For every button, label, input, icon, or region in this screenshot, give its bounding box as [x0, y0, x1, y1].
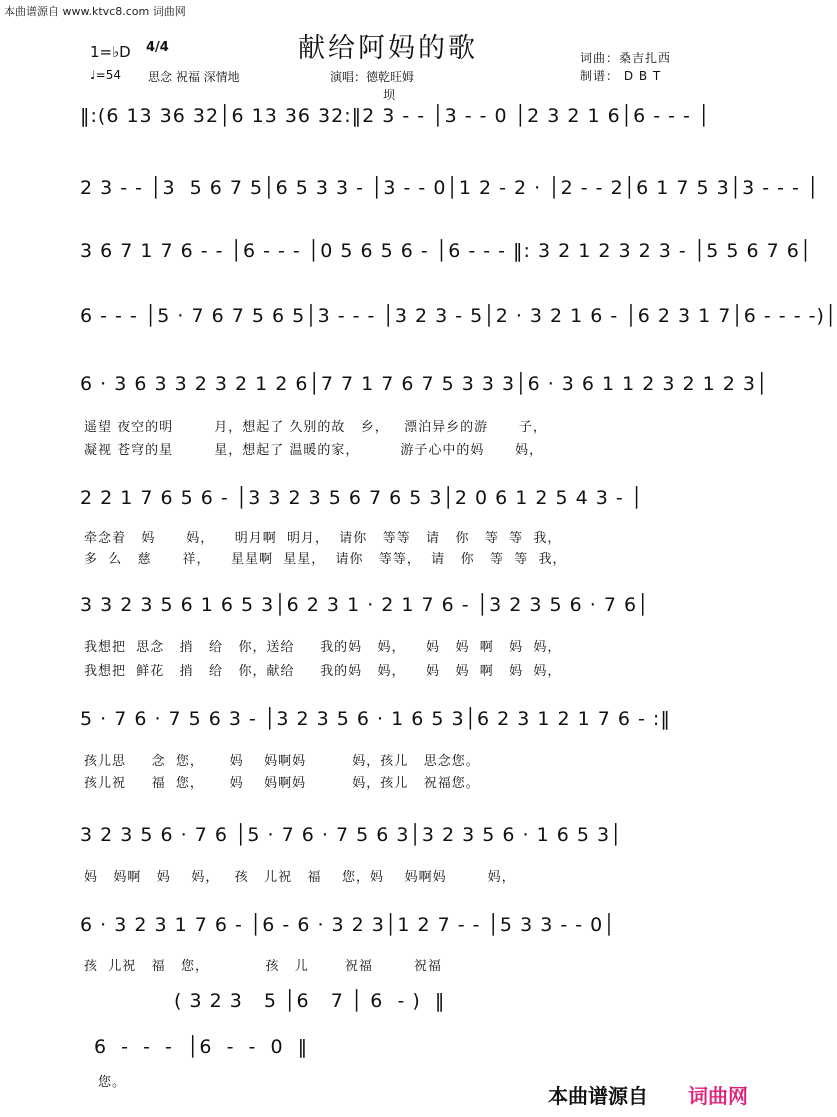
lyrics-verse1-line4: 孩儿思 念 您， 妈 妈啊妈 妈，孩儿 思念您。	[84, 754, 480, 769]
lyrics-verse2-line2: 多 么 慈 祥， 星星啊 星星， 请你 等等， 请 你 等 等 我，	[84, 552, 567, 567]
score-row-6: 2 2 1 7 6 5 6 - │3 3 2 3 5 6 7 6 5 3│2 0 6 1 2 5 4 3 - │	[80, 487, 644, 509]
arranger-credit: 制谱： D B T	[580, 69, 662, 83]
lyrics-ending-line: 孩 儿祝 福 您， 孩 儿 祝福 祝福	[84, 959, 442, 974]
composer-credit: 词曲：桑吉扎西	[580, 51, 672, 65]
time-signature: 4/4	[146, 40, 169, 55]
song-title: 献给阿妈的歌	[298, 33, 478, 64]
singer-credit: 演唱：德乾旺姆	[330, 70, 415, 84]
lyrics-final: 您。	[98, 1075, 127, 1090]
coda-instrumental-row: ( 3 2 3 5 │6 7 │ 6 - ) ‖	[174, 990, 446, 1012]
expression-mark: 思念 祝福 深情地	[148, 70, 240, 84]
score-row-9: 3 2 3 5 6 · 7 6 │5 · 7 6 · 7 5 6 3│3 2 3 5 6 · 1 6 5 3│	[80, 824, 623, 846]
lyrics-verse2-line1: 凝视 苍穹的星 星，想起了 温暖的家， 游子心中的妈 妈，	[84, 443, 544, 458]
lyrics-verse1-line3: 我想把 思念 捎 给 你，送给 我的妈 妈， 妈 妈 啊 妈 妈，	[84, 640, 562, 655]
tempo-mark: ♩=54	[90, 68, 121, 82]
watermark-bottom-left: 本曲谱源自	[548, 1084, 648, 1108]
lyrics-repeat-line: 妈 妈啊 妈 妈， 孩 儿祝 福 您，妈 妈啊妈 妈，	[84, 870, 516, 885]
score-row-7: 3 3 2 3 5 6 1 6 5 3│6 2 3 1 · 2 1 7 6 - │3 2 3 5 6 · 7 6│	[80, 594, 650, 616]
score-row-4: 6 - - - │5 · 7 6 7 5 6 5│3 - - - │3 2 3 - 5│2 · 3 2 1 6 - │6 2 3 1 7│6 - - - -)│	[80, 305, 837, 327]
coda-final-row: 6 - - - │6 - - 0 ‖	[94, 1036, 309, 1058]
key-signature: 1=♭D	[90, 43, 131, 61]
score-row-1: ‖:(6 13 36 32│6 13 36 32:‖2 3 - - │3 - - 0 │2 3 2 1 6│6 - - - │	[80, 105, 711, 127]
score-row-5: 6 · 3 6 3 3 2 3 2 1 2 6│7 7 1 7 6 7 5 3 3 3│6 · 3 6 1 1 2 3 2 1 2 3│	[80, 373, 769, 395]
score-row-10: 6 · 3 2 3 1 7 6 - │6 - 6 · 3 2 3│1 2 7 - - │5 3 3 - - 0│	[80, 914, 616, 936]
score-row-8: 5 · 7 6 · 7 5 6 3 - │3 2 3 5 6 · 1 6 5 3│6 2 3 1 2 1 7 6 - :‖	[80, 708, 671, 730]
score-row-2: 2 3 - - │3 5 6 7 5│6 5 3 3 - │3 - - 0│1 2 - 2 · │2 - - 2│6 1 7 5 3│3 - - - │	[80, 177, 820, 199]
lyrics-verse2-line4: 孩儿祝 福 您， 妈 妈啊妈 妈，孩儿 祝福您。	[84, 776, 480, 791]
watermark-bottom-right: 词曲网	[688, 1084, 748, 1108]
lyrics-verse1-line2: 牵念着 妈 妈， 明月啊 明月， 请你 等等 请 你 等 等 我，	[84, 531, 562, 546]
watermark-top: 本曲谱源自 www.ktvc8.com 词曲网	[4, 5, 186, 18]
lyrics-verse2-line3: 我想把 鲜花 捎 给 你，献给 我的妈 妈， 妈 妈 啊 妈 妈，	[84, 664, 562, 679]
performance-annotation: 坝	[383, 88, 396, 102]
lyrics-verse1-line1: 遥望 夜空的明 月，想起了 久别的故 乡， 漂泊异乡的游 子，	[84, 420, 547, 435]
score-row-3: 3 6 7 1 7 6 - - │6 - - - │0 5 6 5 6 - │6 - - - ‖: 3 2 1 2 3 2 3 - │5 5 6 7 6│	[80, 240, 813, 262]
